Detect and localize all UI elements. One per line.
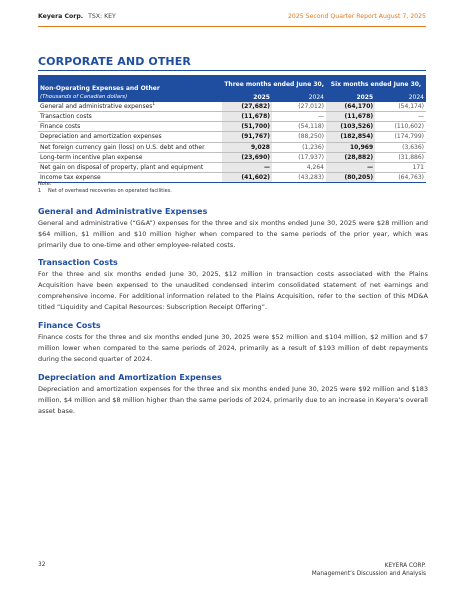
row-value: (51,700) <box>222 122 272 132</box>
row-value: (80,205) <box>326 172 375 182</box>
year-header: 2025 <box>326 93 375 102</box>
table-row <box>38 112 426 122</box>
page-header <box>38 13 426 25</box>
table-row <box>38 132 426 142</box>
year-header: 2024 <box>272 93 326 102</box>
header-ticker: TSX: KEY <box>88 13 116 20</box>
row-value: (27,682) <box>222 102 272 112</box>
row-label-text: Depreciation and amortization expenses <box>40 133 162 141</box>
table-row <box>38 152 426 162</box>
row-value: (1,236) <box>302 143 324 151</box>
header-report-title: 2025 Second Quarter Report August 7, 2025 <box>287 13 426 20</box>
row-value: (3,636) <box>402 143 424 151</box>
row-value: (43,283) <box>298 173 324 181</box>
year-header: 2024 <box>375 93 426 102</box>
row-value: (103,526) <box>326 122 375 132</box>
paragraph-transaction-costs: For the three and six months ended June 30, 2025, $12 million in transaction costs associated with the Plains Acquisition have been expensed to the unaudited condensed interim consolidated statement of net earnings and comprehensive income. For additional information related to the Plains Acquisition, refer to the section of this MD&A titled “Liquidity and Capital Resources: Subscription Receipt Offering”. <box>38 270 428 311</box>
row-value: — <box>326 162 375 172</box>
row-label <box>38 112 222 122</box>
row-value: (64,170) <box>326 102 375 112</box>
table-title: Non-Operating Expenses and Other <box>38 84 222 93</box>
row-value: (31,886) <box>398 153 424 161</box>
heading-general-admin: General and Administrative Expenses <box>38 207 208 216</box>
row-value: 10,969 <box>326 142 375 152</box>
row-label <box>38 132 222 142</box>
page-footer <box>312 562 426 578</box>
heading-depreciation: Depreciation and Amortization Expenses <box>38 373 222 382</box>
row-value: (54,118) <box>298 123 324 131</box>
table-note <box>38 181 172 195</box>
row-value: (11,678) <box>222 112 272 122</box>
row-label-text: Net gain on disposal of property, plant and equipment <box>40 163 204 171</box>
row-label <box>38 162 222 172</box>
row-value: (110,602) <box>394 123 424 131</box>
non-operating-expenses-table <box>38 75 426 183</box>
row-value: (28,882) <box>326 152 375 162</box>
note-text: Net of overhead recoveries on operated facilities. <box>48 188 172 194</box>
table-row <box>38 142 426 152</box>
heading-transaction-costs: Transaction Costs <box>38 258 118 267</box>
row-label-text: Transaction costs <box>40 113 92 121</box>
row-label-text: Net foreign currency gain (loss) on U.S. debt and other <box>40 143 205 151</box>
row-value: (182,854) <box>326 132 375 142</box>
period-six-months: Six months ended June 30, <box>326 75 426 93</box>
table-row <box>38 102 426 112</box>
row-label-text: Income tax expense <box>40 173 101 181</box>
footer-document: Management’s Discussion and Analysis <box>311 571 426 577</box>
paragraph-depreciation: Depreciation and amortization expenses for the three and six months ended June 30, 2025 were $92 million and $183 million, $4 million and $8 million higher than the same periods of 2024, primarily due to an increase in Keyera’s overall asset base. <box>38 385 428 415</box>
row-label <box>38 102 222 112</box>
row-value: (174,799) <box>394 133 424 141</box>
section-title: CORPORATE AND OTHER <box>38 55 191 68</box>
row-label-text: Long-term incentive plan expense <box>40 153 143 161</box>
row-label-text: Finance costs <box>40 123 81 131</box>
note-number: 1 <box>38 188 42 194</box>
row-value: 4,264 <box>306 163 324 171</box>
row-value: (64,763) <box>398 173 424 181</box>
period-three-months: Three months ended June 30, <box>222 75 326 93</box>
year-header: 2025 <box>222 93 272 102</box>
row-value: — <box>418 113 424 121</box>
note-label: Note: <box>38 181 52 187</box>
row-label <box>38 122 222 132</box>
table-row <box>38 162 426 172</box>
row-value: — <box>222 162 272 172</box>
heading-finance-costs: Finance Costs <box>38 321 101 330</box>
row-value: (27,012) <box>298 103 324 111</box>
page-number: 32 <box>38 562 46 568</box>
footer-company: KEYERA CORP. <box>384 563 426 569</box>
row-value: (91,767) <box>222 132 272 142</box>
table-row <box>38 122 426 132</box>
row-value: 171 <box>412 163 424 171</box>
header-rule <box>38 26 426 27</box>
table-subtitle: (Thousands of Canadian dollars) <box>38 93 222 102</box>
row-value: (23,690) <box>222 152 272 162</box>
header-company: Keyera Corp. <box>38 13 84 20</box>
paragraph-finance-costs: Finance costs for the three and six months ended June 30, 2025 were $52 million and $104 million, $2 million and $7 million lower when compared to the same periods of 2024, primarily as a result of $193 million of debt repayments during the second quarter of 2024. <box>38 333 428 363</box>
paragraph-general-admin: General and administrative (“G&A”) expenses for the three and six months ended June 30, 2025 were $28 million and $64 million, $1 million and $10 million higher when compared to the same periods of the prior year, which was primarily due to one-time and other employee-related costs. <box>38 219 428 249</box>
row-value: (17,937) <box>298 153 324 161</box>
table-header-blank <box>38 75 222 84</box>
row-value: — <box>317 113 324 121</box>
row-value: (11,678) <box>326 112 375 122</box>
row-value: (41,602) <box>222 172 272 182</box>
row-label <box>38 152 222 162</box>
row-value: 9,028 <box>222 142 272 152</box>
title-rule <box>38 70 426 71</box>
footnote-marker: 1 <box>152 101 155 107</box>
row-value: (88,250) <box>298 133 324 141</box>
row-label-text: General and administrative expenses <box>40 103 153 111</box>
row-label <box>38 142 222 152</box>
row-value: (54,174) <box>398 103 424 111</box>
